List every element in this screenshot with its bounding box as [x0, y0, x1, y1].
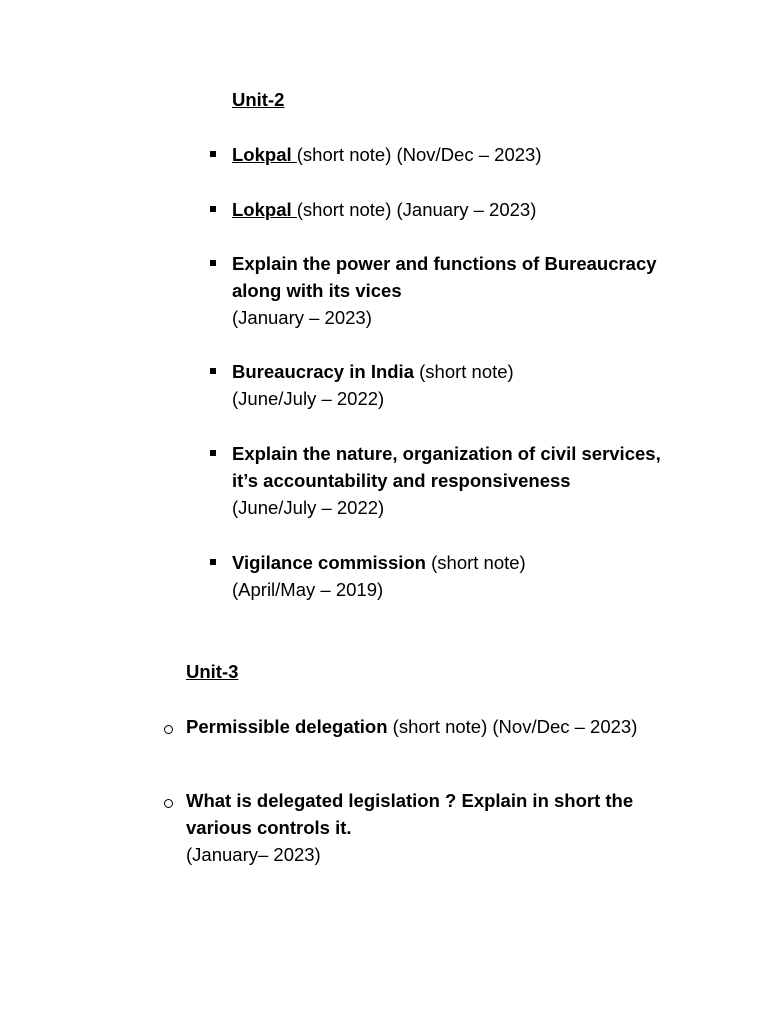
item-title: Permissible delegation [186, 716, 388, 737]
item-title-line-1: Explain the power and functions of Bureaucracy [232, 253, 657, 274]
unit-3-heading: Unit-3 [186, 661, 239, 682]
item-note: (short note) (Nov/Dec – 2023) [296, 144, 542, 165]
list-item [232, 440, 661, 521]
square-bullet-icon [210, 358, 216, 374]
item-note: (short note) (January – 2023) [296, 199, 537, 220]
item-title: Lokpal [232, 199, 297, 220]
item-title-line-2: along with its vices [232, 280, 402, 301]
square-bullet-icon [210, 440, 216, 456]
item-title-line-1: What is delegated legislation ? Explain in short the [186, 790, 634, 811]
item-date: (June/July – 2022) [232, 388, 385, 409]
item-title-line-1: Explain the nature, organization of civil services, [232, 443, 661, 464]
item-title: Lokpal [232, 144, 297, 165]
item-date: (June/July – 2022) [232, 497, 385, 518]
list-item [232, 549, 526, 603]
list-item [232, 196, 536, 223]
item-date: (April/May – 2019) [232, 579, 384, 600]
item-note: (short note) [413, 361, 514, 382]
circle-bullet-icon [164, 787, 173, 808]
item-note: (short note) [425, 552, 526, 573]
square-bullet-icon [210, 549, 216, 565]
square-bullet-icon [210, 250, 216, 266]
item-date: (January– 2023) [186, 844, 321, 865]
list-item [232, 141, 541, 168]
item-date: (January – 2023) [232, 307, 372, 328]
circle-bullet-icon [164, 713, 173, 734]
item-title-line-2: it’s accountability and responsiveness [232, 470, 571, 491]
list-item [186, 787, 633, 868]
item-title: Bureaucracy in India [232, 361, 414, 382]
list-item [232, 250, 657, 331]
list-item [232, 358, 514, 412]
item-note: (short note) (Nov/Dec – 2023) [387, 716, 638, 737]
list-item [186, 713, 637, 740]
item-title-line-2: various controls it. [186, 817, 352, 838]
square-bullet-icon [210, 141, 216, 157]
unit-2-heading: Unit-2 [232, 89, 285, 110]
square-bullet-icon [210, 196, 216, 212]
item-title: Vigilance commission [232, 552, 426, 573]
